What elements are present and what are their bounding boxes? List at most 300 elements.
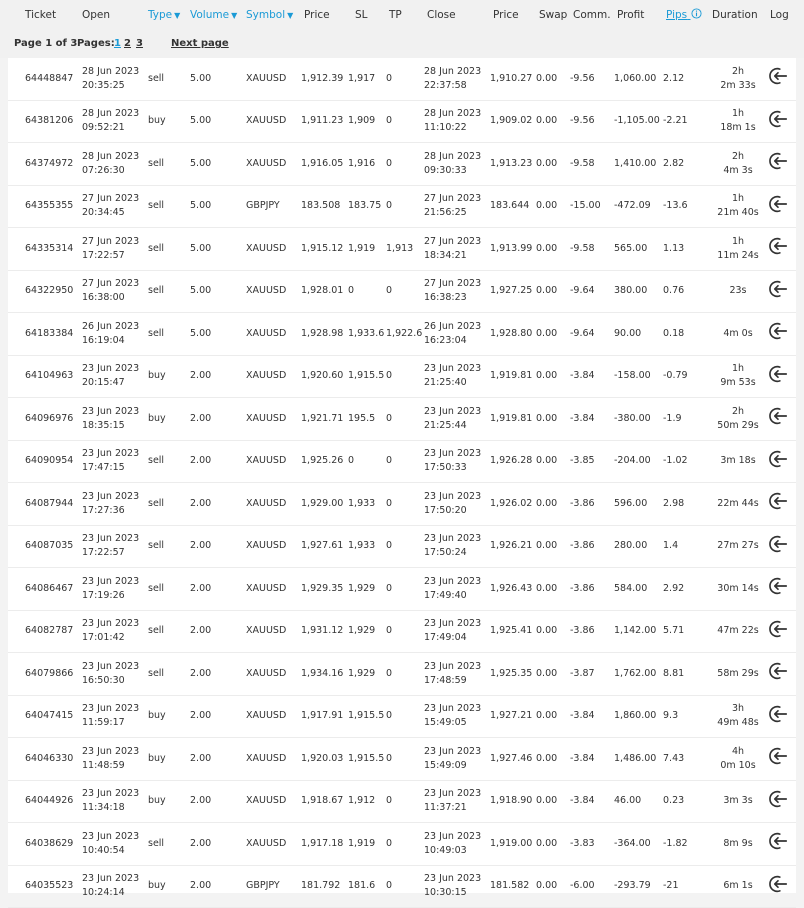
duration-rest: 47m 22s bbox=[717, 625, 759, 637]
symbol-cell: XAUUSD bbox=[246, 738, 301, 781]
tp-cell: 0 bbox=[386, 185, 424, 228]
close-cell bbox=[424, 58, 490, 100]
type-cell: sell bbox=[148, 185, 190, 228]
close-price-cell: 1,919.81 bbox=[490, 355, 536, 398]
open-date: 23 Jun 2023 bbox=[82, 703, 140, 715]
open-price-cell: 1,929.35 bbox=[301, 568, 348, 611]
log-cell bbox=[767, 143, 796, 186]
sl-cell: 1,929 bbox=[348, 568, 386, 611]
sl-cell: 1,919 bbox=[348, 228, 386, 271]
close-price-cell: 1,919.81 bbox=[490, 398, 536, 441]
pips-cell: -1.9 bbox=[663, 398, 709, 441]
open-date: 23 Jun 2023 bbox=[82, 490, 140, 502]
open-time: 10:24:14 bbox=[82, 887, 125, 899]
open-cell bbox=[82, 100, 148, 143]
tp-cell: 1,913 bbox=[386, 228, 424, 271]
profit-cell: 380.00 bbox=[614, 270, 663, 313]
log-cell bbox=[767, 823, 796, 866]
ticket-cell: 64335314 bbox=[25, 228, 82, 271]
duration-rest: 22m 44s bbox=[717, 497, 759, 509]
row-gutter bbox=[8, 100, 25, 143]
comm-cell: -3.86 bbox=[570, 568, 614, 611]
pips-cell: 1.13 bbox=[663, 228, 709, 271]
col-pips[interactable] bbox=[666, 0, 712, 29]
type-cell: sell bbox=[148, 483, 190, 526]
col-close-price: Price bbox=[493, 8, 519, 21]
open-cell bbox=[82, 780, 148, 823]
duration-cell bbox=[709, 270, 767, 313]
ticket-cell: 64090954 bbox=[25, 440, 82, 483]
close-date: 23 Jun 2023 bbox=[424, 873, 482, 885]
page-link-1[interactable]: 1 bbox=[114, 38, 121, 49]
open-time: 17:22:57 bbox=[82, 249, 125, 261]
close-price-cell: 1,913.99 bbox=[490, 228, 536, 271]
comm-cell: -3.84 bbox=[570, 398, 614, 441]
info-icon[interactable] bbox=[691, 8, 702, 19]
duration-hours: 4h bbox=[731, 745, 745, 757]
duration-cell bbox=[709, 610, 767, 653]
tp-cell: 0 bbox=[386, 738, 424, 781]
open-time: 18:35:15 bbox=[82, 419, 125, 431]
ticket-cell: 64087035 bbox=[25, 525, 82, 568]
caret-down-icon: ▼ bbox=[174, 10, 181, 20]
pips-cell: 1.4 bbox=[663, 525, 709, 568]
close-time: 11:10:22 bbox=[424, 122, 467, 134]
pips-cell: -13.6 bbox=[663, 185, 709, 228]
duration-cell bbox=[709, 653, 767, 696]
close-time: 17:48:59 bbox=[424, 674, 467, 686]
swap-cell: 0.00 bbox=[536, 483, 570, 526]
volume-cell: 5.00 bbox=[190, 100, 246, 143]
trade-list bbox=[8, 58, 796, 899]
next-page-link[interactable]: Next page bbox=[171, 38, 229, 49]
swap-cell: 0.00 bbox=[536, 525, 570, 568]
col-symbol[interactable] bbox=[246, 0, 304, 29]
open-price-cell: 1,915.12 bbox=[301, 228, 348, 271]
profit-cell: 46.00 bbox=[614, 780, 663, 823]
open-date: 23 Jun 2023 bbox=[82, 830, 140, 842]
log-out-icon[interactable] bbox=[767, 802, 789, 813]
log-out-icon[interactable] bbox=[767, 759, 789, 770]
log-out-icon[interactable] bbox=[767, 887, 789, 898]
profit-cell: -293.79 bbox=[614, 865, 663, 908]
table-row bbox=[8, 568, 796, 611]
page-link-2[interactable]: 2 bbox=[124, 38, 131, 49]
open-time: 20:15:47 bbox=[82, 377, 125, 389]
open-price-cell: 1,911.23 bbox=[301, 100, 348, 143]
profit-cell: -472.09 bbox=[614, 185, 663, 228]
close-date: 27 Jun 2023 bbox=[424, 235, 482, 247]
close-time: 17:50:24 bbox=[424, 547, 467, 559]
swap-cell: 0.00 bbox=[536, 568, 570, 611]
tp-cell: 0 bbox=[386, 653, 424, 696]
comm-cell: -3.83 bbox=[570, 823, 614, 866]
tp-cell: 0 bbox=[386, 58, 424, 100]
ticket-cell: 64374972 bbox=[25, 143, 82, 186]
profit-cell: -1,105.00 bbox=[614, 100, 663, 143]
duration-cell bbox=[709, 780, 767, 823]
close-time: 09:30:33 bbox=[424, 164, 467, 176]
row-gutter bbox=[8, 185, 25, 228]
open-price-cell: 1,928.01 bbox=[301, 270, 348, 313]
log-out-icon[interactable] bbox=[767, 504, 789, 515]
duration-cell bbox=[709, 355, 767, 398]
log-cell bbox=[767, 355, 796, 398]
volume-cell: 5.00 bbox=[190, 270, 246, 313]
open-cell bbox=[82, 738, 148, 781]
close-time: 15:49:05 bbox=[424, 717, 467, 729]
pips-cell: 8.81 bbox=[663, 653, 709, 696]
log-out-icon[interactable] bbox=[767, 292, 789, 303]
open-price-cell: 1,917.18 bbox=[301, 823, 348, 866]
swap-cell: 0.00 bbox=[536, 865, 570, 908]
log-cell bbox=[767, 610, 796, 653]
close-date: 23 Jun 2023 bbox=[424, 618, 482, 630]
open-date: 23 Jun 2023 bbox=[82, 533, 140, 545]
type-cell: sell bbox=[148, 270, 190, 313]
close-time: 22:37:58 bbox=[424, 79, 467, 91]
duration-rest: 4m 3s bbox=[723, 164, 753, 176]
table-row bbox=[8, 823, 796, 866]
open-price-cell: 1,916.05 bbox=[301, 143, 348, 186]
open-price-cell: 1,927.61 bbox=[301, 525, 348, 568]
tp-cell: 0 bbox=[386, 398, 424, 441]
symbol-cell: XAUUSD bbox=[246, 440, 301, 483]
comm-cell: -3.87 bbox=[570, 653, 614, 696]
close-cell bbox=[424, 228, 490, 271]
open-date: 23 Jun 2023 bbox=[82, 405, 140, 417]
close-price-cell: 1,910.27 bbox=[490, 58, 536, 100]
row-gutter bbox=[8, 228, 25, 271]
close-cell bbox=[424, 483, 490, 526]
col-ticket: Ticket bbox=[25, 8, 57, 21]
page-link-3[interactable]: 3 bbox=[136, 38, 143, 49]
volume-cell: 2.00 bbox=[190, 398, 246, 441]
log-cell bbox=[767, 525, 796, 568]
caret-down-icon: ▼ bbox=[287, 10, 294, 20]
open-date: 23 Jun 2023 bbox=[82, 660, 140, 672]
tp-cell: 0 bbox=[386, 483, 424, 526]
symbol-cell: XAUUSD bbox=[246, 780, 301, 823]
symbol-cell: XAUUSD bbox=[246, 313, 301, 356]
open-date: 23 Jun 2023 bbox=[82, 873, 140, 885]
table-row bbox=[8, 738, 796, 781]
close-time: 21:25:44 bbox=[424, 419, 467, 431]
open-cell bbox=[82, 695, 148, 738]
duration-cell bbox=[709, 398, 767, 441]
pips-cell: 5.71 bbox=[663, 610, 709, 653]
open-cell bbox=[82, 270, 148, 313]
volume-cell: 5.00 bbox=[190, 185, 246, 228]
close-date: 23 Jun 2023 bbox=[424, 405, 482, 417]
log-out-icon[interactable] bbox=[767, 547, 789, 558]
log-cell bbox=[767, 185, 796, 228]
table-row bbox=[8, 58, 796, 100]
close-price-cell: 1,926.28 bbox=[490, 440, 536, 483]
close-price-cell: 183.644 bbox=[490, 185, 536, 228]
table-row bbox=[8, 143, 796, 186]
swap-cell: 0.00 bbox=[536, 313, 570, 356]
table-header bbox=[0, 0, 804, 30]
duration-cell bbox=[709, 313, 767, 356]
close-time: 18:34:21 bbox=[424, 249, 467, 261]
swap-cell: 0.00 bbox=[536, 610, 570, 653]
col-volume[interactable] bbox=[190, 0, 246, 29]
table-row bbox=[8, 313, 796, 356]
row-gutter bbox=[8, 143, 25, 186]
symbol-cell: XAUUSD bbox=[246, 653, 301, 696]
comm-cell: -9.56 bbox=[570, 58, 614, 100]
pips-cell: -1.02 bbox=[663, 440, 709, 483]
close-time: 21:25:40 bbox=[424, 377, 467, 389]
log-cell bbox=[767, 228, 796, 271]
profit-cell: -204.00 bbox=[614, 440, 663, 483]
swap-cell: 0.00 bbox=[536, 143, 570, 186]
close-cell bbox=[424, 143, 490, 186]
open-date: 28 Jun 2023 bbox=[82, 150, 140, 162]
open-date: 23 Jun 2023 bbox=[82, 363, 140, 375]
log-out-icon[interactable] bbox=[767, 334, 789, 345]
log-out-icon[interactable] bbox=[767, 589, 789, 600]
close-cell bbox=[424, 610, 490, 653]
close-price-cell: 1,913.23 bbox=[490, 143, 536, 186]
log-out-icon[interactable] bbox=[767, 164, 789, 175]
log-cell bbox=[767, 440, 796, 483]
open-date: 26 Jun 2023 bbox=[82, 320, 140, 332]
duration-hours: 2h bbox=[731, 65, 745, 77]
table-row bbox=[8, 653, 796, 696]
row-gutter bbox=[8, 270, 25, 313]
pips-cell: 2.98 bbox=[663, 483, 709, 526]
log-out-icon[interactable] bbox=[767, 717, 789, 728]
ticket-cell: 64038629 bbox=[25, 823, 82, 866]
log-out-icon[interactable] bbox=[767, 79, 789, 90]
type-cell: sell bbox=[148, 58, 190, 100]
sl-cell: 0 bbox=[348, 270, 386, 313]
log-out-icon[interactable] bbox=[767, 122, 789, 133]
log-out-icon[interactable] bbox=[767, 632, 789, 643]
duration-rest: 3m 18s bbox=[720, 455, 756, 467]
table-row bbox=[8, 695, 796, 738]
duration-cell bbox=[709, 525, 767, 568]
pips-cell: -21 bbox=[663, 865, 709, 908]
close-price-cell: 1,927.46 bbox=[490, 738, 536, 781]
duration-rest: 18m 1s bbox=[720, 122, 756, 134]
type-cell: sell bbox=[148, 525, 190, 568]
tp-cell: 0 bbox=[386, 823, 424, 866]
close-date: 26 Jun 2023 bbox=[424, 320, 482, 332]
profit-cell: -158.00 bbox=[614, 355, 663, 398]
duration-rest: 9m 53s bbox=[720, 377, 756, 389]
open-price-cell: 1,920.03 bbox=[301, 738, 348, 781]
close-price-cell: 1,927.25 bbox=[490, 270, 536, 313]
duration-cell bbox=[709, 865, 767, 908]
log-cell bbox=[767, 738, 796, 781]
sl-cell: 1,917 bbox=[348, 58, 386, 100]
page-info: Page 1 of 3 bbox=[14, 38, 78, 49]
sl-cell: 195.5 bbox=[348, 398, 386, 441]
profit-cell: 1,060.00 bbox=[614, 58, 663, 100]
duration-hours: 1h bbox=[731, 193, 745, 205]
ticket-cell: 64183384 bbox=[25, 313, 82, 356]
row-gutter bbox=[8, 58, 25, 100]
volume-cell: 2.00 bbox=[190, 780, 246, 823]
open-time: 16:38:00 bbox=[82, 292, 125, 304]
duration-hours: 1h bbox=[731, 363, 745, 375]
duration-cell bbox=[709, 58, 767, 100]
ticket-cell: 64104963 bbox=[25, 355, 82, 398]
log-out-icon[interactable] bbox=[767, 249, 789, 260]
log-out-icon[interactable] bbox=[767, 419, 789, 430]
open-price-cell: 1,931.12 bbox=[301, 610, 348, 653]
profit-cell: 90.00 bbox=[614, 313, 663, 356]
pips-cell: 0.18 bbox=[663, 313, 709, 356]
symbol-cell: XAUUSD bbox=[246, 100, 301, 143]
duration-cell bbox=[709, 100, 767, 143]
table-row bbox=[8, 780, 796, 823]
duration-rest: 8m 9s bbox=[723, 837, 753, 849]
close-time: 16:38:23 bbox=[424, 292, 467, 304]
ticket-cell: 64448847 bbox=[25, 58, 82, 100]
row-gutter bbox=[8, 355, 25, 398]
log-cell bbox=[767, 313, 796, 356]
close-cell bbox=[424, 100, 490, 143]
open-time: 17:27:36 bbox=[82, 504, 125, 516]
type-cell: buy bbox=[148, 695, 190, 738]
sl-cell: 1,909 bbox=[348, 100, 386, 143]
duration-cell bbox=[709, 143, 767, 186]
comm-cell: -9.64 bbox=[570, 270, 614, 313]
symbol-cell: XAUUSD bbox=[246, 143, 301, 186]
col-close: Close bbox=[427, 8, 456, 21]
volume-cell: 2.00 bbox=[190, 653, 246, 696]
open-cell bbox=[82, 355, 148, 398]
open-cell bbox=[82, 143, 148, 186]
sl-cell: 1,916 bbox=[348, 143, 386, 186]
open-price-cell: 1,921.71 bbox=[301, 398, 348, 441]
log-cell bbox=[767, 58, 796, 100]
sl-cell: 1,933.6 bbox=[348, 313, 386, 356]
duration-hours: 1h bbox=[731, 235, 745, 247]
col-type-label: Type bbox=[148, 8, 173, 21]
table-row bbox=[8, 270, 796, 313]
volume-cell: 2.00 bbox=[190, 823, 246, 866]
close-price-cell: 1,926.21 bbox=[490, 525, 536, 568]
volume-cell: 2.00 bbox=[190, 610, 246, 653]
volume-cell: 5.00 bbox=[190, 58, 246, 100]
log-out-icon[interactable] bbox=[767, 462, 789, 473]
close-date: 23 Jun 2023 bbox=[424, 533, 482, 545]
symbol-cell: XAUUSD bbox=[246, 398, 301, 441]
volume-cell: 2.00 bbox=[190, 483, 246, 526]
tp-cell: 0 bbox=[386, 100, 424, 143]
log-out-icon[interactable] bbox=[767, 377, 789, 388]
comm-cell: -3.84 bbox=[570, 355, 614, 398]
swap-cell: 0.00 bbox=[536, 58, 570, 100]
close-cell bbox=[424, 525, 490, 568]
open-cell bbox=[82, 440, 148, 483]
duration-rest: 27m 27s bbox=[717, 540, 759, 552]
ticket-cell: 64079866 bbox=[25, 653, 82, 696]
symbol-cell: XAUUSD bbox=[246, 823, 301, 866]
tp-cell: 0 bbox=[386, 143, 424, 186]
comm-cell: -3.84 bbox=[570, 780, 614, 823]
type-cell: sell bbox=[148, 143, 190, 186]
duration-cell bbox=[709, 738, 767, 781]
type-cell: buy bbox=[148, 780, 190, 823]
comm-cell: -3.86 bbox=[570, 525, 614, 568]
open-cell bbox=[82, 865, 148, 908]
tp-cell: 0 bbox=[386, 355, 424, 398]
volume-cell: 5.00 bbox=[190, 313, 246, 356]
sl-cell: 1,915.5 bbox=[348, 355, 386, 398]
log-out-icon[interactable] bbox=[767, 844, 789, 855]
tp-cell: 0 bbox=[386, 780, 424, 823]
close-cell bbox=[424, 865, 490, 908]
ticket-cell: 64046330 bbox=[25, 738, 82, 781]
close-cell bbox=[424, 780, 490, 823]
pips-cell: 9.3 bbox=[663, 695, 709, 738]
open-price-cell: 1,920.60 bbox=[301, 355, 348, 398]
open-date: 27 Jun 2023 bbox=[82, 193, 140, 205]
col-pips-label: Pips bbox=[666, 9, 688, 21]
log-out-icon[interactable] bbox=[767, 674, 789, 685]
table-row bbox=[8, 398, 796, 441]
open-date: 23 Jun 2023 bbox=[82, 575, 140, 587]
duration-cell bbox=[709, 823, 767, 866]
profit-cell: -364.00 bbox=[614, 823, 663, 866]
open-cell bbox=[82, 823, 148, 866]
sl-cell: 1,912 bbox=[348, 780, 386, 823]
symbol-cell: XAUUSD bbox=[246, 228, 301, 271]
profit-cell: 565.00 bbox=[614, 228, 663, 271]
comm-cell: -9.64 bbox=[570, 313, 614, 356]
duration-rest: 58m 29s bbox=[717, 667, 759, 679]
sl-cell: 1,915.5 bbox=[348, 695, 386, 738]
comm-cell: -9.56 bbox=[570, 100, 614, 143]
col-profit: Profit bbox=[617, 8, 645, 21]
close-time: 15:49:09 bbox=[424, 759, 467, 771]
close-cell bbox=[424, 355, 490, 398]
col-type[interactable] bbox=[148, 0, 190, 29]
sl-cell: 1,919 bbox=[348, 823, 386, 866]
profit-cell: 1,486.00 bbox=[614, 738, 663, 781]
open-time: 16:50:30 bbox=[82, 674, 125, 686]
close-price-cell: 181.582 bbox=[490, 865, 536, 908]
pips-cell: -2.21 bbox=[663, 100, 709, 143]
sl-cell: 1,929 bbox=[348, 653, 386, 696]
log-out-icon[interactable] bbox=[767, 207, 789, 218]
col-duration: Duration bbox=[712, 8, 758, 21]
symbol-cell: XAUUSD bbox=[246, 568, 301, 611]
swap-cell: 0.00 bbox=[536, 823, 570, 866]
close-cell bbox=[424, 823, 490, 866]
symbol-cell: XAUUSD bbox=[246, 695, 301, 738]
close-time: 17:50:20 bbox=[424, 504, 467, 516]
open-price-cell: 1,917.91 bbox=[301, 695, 348, 738]
duration-hours: 3h bbox=[731, 703, 745, 715]
pips-cell: 2.92 bbox=[663, 568, 709, 611]
volume-cell: 5.00 bbox=[190, 143, 246, 186]
close-date: 28 Jun 2023 bbox=[424, 65, 482, 77]
close-time: 16:23:04 bbox=[424, 334, 467, 346]
comm-cell: -3.85 bbox=[570, 440, 614, 483]
col-tp: TP bbox=[389, 8, 402, 21]
close-time: 10:30:15 bbox=[424, 887, 467, 899]
duration-cell bbox=[709, 185, 767, 228]
table-row bbox=[8, 228, 796, 271]
trade-rows bbox=[8, 58, 796, 908]
